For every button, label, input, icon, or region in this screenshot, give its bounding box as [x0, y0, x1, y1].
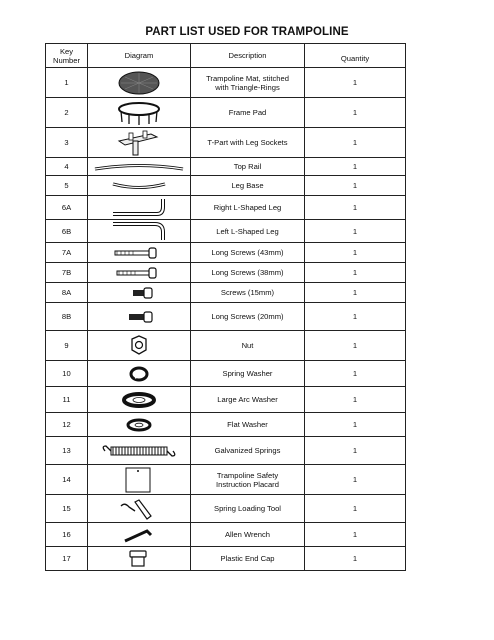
description-cell: Left L-Shaped Leg	[191, 220, 305, 243]
diagram-header: Diagram	[88, 44, 191, 68]
quantity-cell: 1	[305, 465, 406, 495]
quantity-cell: 1	[305, 176, 406, 196]
table-row	[46, 263, 406, 283]
description-cell: Leg Base	[191, 176, 305, 196]
description-cell: Spring Washer	[191, 361, 305, 387]
end-cap-icon	[99, 549, 179, 569]
quantity-cell: 1	[305, 331, 406, 361]
nut-icon	[99, 335, 179, 357]
key-cell: 1	[46, 68, 88, 98]
screw-20-icon	[99, 310, 179, 324]
spring-washer-icon	[99, 365, 179, 383]
table-row	[46, 176, 406, 196]
spring-tool-icon	[99, 497, 179, 521]
description-cell: Right L-Shaped Leg	[191, 196, 305, 220]
description-cell: Long Screws (43mm)	[191, 243, 305, 263]
trampoline-mat-icon	[99, 70, 179, 96]
left-l-leg-icon	[99, 220, 179, 242]
quantity-cell: 1	[305, 523, 406, 547]
leg-base-icon	[99, 179, 179, 193]
key-cell: 12	[46, 413, 88, 437]
description-cell: T-Part with Leg Sockets	[191, 128, 305, 158]
quantity-header: Quantity	[305, 44, 406, 68]
page-title: PART LIST USED FOR TRAMPOLINE	[145, 26, 349, 38]
quantity-cell: 1	[305, 220, 406, 243]
key-cell: 7A	[46, 243, 88, 263]
table-row	[46, 523, 406, 547]
table-row	[46, 220, 406, 243]
key-cell: 2	[46, 98, 88, 128]
description-cell: Top Rail	[191, 158, 305, 176]
key-cell: 11	[46, 387, 88, 413]
screw-15-icon	[99, 286, 179, 300]
key-cell: 14	[46, 465, 88, 495]
t-part-icon	[99, 129, 179, 157]
large-arc-washer-icon	[99, 391, 179, 409]
quantity-cell: 1	[305, 283, 406, 303]
table-header-row	[46, 44, 406, 68]
table-row	[46, 98, 406, 128]
key-cell: 7B	[46, 263, 88, 283]
key-cell: 4	[46, 158, 88, 176]
table-row	[46, 387, 406, 413]
table-row	[46, 413, 406, 437]
description-cell: Screws (15mm)	[191, 283, 305, 303]
key-cell: 17	[46, 547, 88, 571]
spring-icon	[97, 443, 181, 459]
key-number-header: Key Number	[46, 44, 88, 68]
description-cell: Plastic End Cap	[191, 547, 305, 571]
key-cell: 8A	[46, 283, 88, 303]
quantity-cell: 1	[305, 361, 406, 387]
key-cell: 10	[46, 361, 88, 387]
key-cell: 5	[46, 176, 88, 196]
quantity-cell: 1	[305, 196, 406, 220]
table-row	[46, 361, 406, 387]
long-screw-38-icon	[99, 266, 179, 280]
description-cell: Long Screws (20mm)	[191, 303, 305, 331]
parts-table	[45, 43, 406, 571]
long-screw-43-icon	[99, 246, 179, 260]
description-cell: Spring Loading Tool	[191, 495, 305, 523]
key-cell: 6A	[46, 196, 88, 220]
table-row	[46, 158, 406, 176]
table-row	[46, 196, 406, 220]
table-row	[46, 283, 406, 303]
quantity-cell: 1	[305, 413, 406, 437]
table-row	[46, 128, 406, 158]
key-cell: 15	[46, 495, 88, 523]
table-row	[46, 243, 406, 263]
flat-washer-icon	[99, 417, 179, 433]
description-cell: Galvanized Springs	[191, 437, 305, 465]
key-cell: 9	[46, 331, 88, 361]
key-cell: 6B	[46, 220, 88, 243]
key-cell: 13	[46, 437, 88, 465]
top-rail-icon	[92, 161, 186, 173]
quantity-cell: 1	[305, 547, 406, 571]
description-cell: Flat Washer	[191, 413, 305, 437]
description-header: Description	[191, 44, 305, 68]
table-row	[46, 495, 406, 523]
table-row	[46, 465, 406, 495]
description-cell: Large Arc Washer	[191, 387, 305, 413]
table-row	[46, 331, 406, 361]
frame-pad-icon	[99, 100, 179, 126]
quantity-cell: 1	[305, 387, 406, 413]
quantity-cell: 1	[305, 495, 406, 523]
quantity-cell: 1	[305, 303, 406, 331]
description-cell: Long Screws (38mm)	[191, 263, 305, 283]
table-row	[46, 68, 406, 98]
quantity-cell: 1	[305, 158, 406, 176]
quantity-cell: 1	[305, 437, 406, 465]
quantity-cell: 1	[305, 243, 406, 263]
description-cell: Frame Pad	[191, 98, 305, 128]
description-cell: Trampoline Mat, stitched with Triangle-Rings	[191, 68, 305, 98]
key-cell: 8B	[46, 303, 88, 331]
table-row	[46, 437, 406, 465]
quantity-cell: 1	[305, 68, 406, 98]
table-row	[46, 547, 406, 571]
quantity-cell: 1	[305, 263, 406, 283]
quantity-cell: 1	[305, 98, 406, 128]
right-l-leg-icon	[99, 197, 179, 219]
table-row	[46, 303, 406, 331]
key-cell: 16	[46, 523, 88, 547]
placard-icon	[99, 466, 179, 494]
key-cell: 3	[46, 128, 88, 158]
description-cell: Allen Wrench	[191, 523, 305, 547]
quantity-cell: 1	[305, 128, 406, 158]
description-cell: Trampoline Safety Instruction Placard	[191, 465, 305, 495]
description-cell: Nut	[191, 331, 305, 361]
allen-wrench-icon	[99, 525, 179, 545]
